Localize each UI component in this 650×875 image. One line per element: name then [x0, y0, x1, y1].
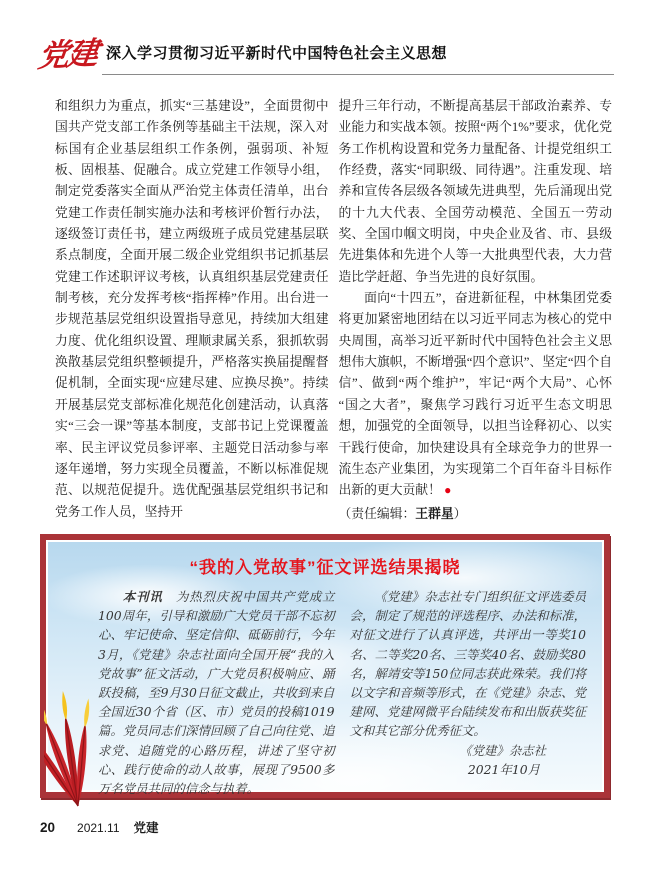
article-paragraph: 提升三年行动，不断提高基层干部政治素养、专业能力和实战本领。按照“两个1%”要求，优化党务工作机构设置和党务力量配备、计提党组织工作经费，落实“同职级、同待遇”。注重发现、培养和宣传各层级各领域先进典型，先后涌现出党的十九大代表、全国劳动模范、全国五一劳动奖、全国巾帼文明岗，中央企业及省、市、县级先进集体和先进个人等一大批典型代表，大力营造比学赶超、争当先进的良好氛围。: [338, 99, 612, 284]
announcement-title: “我的入党故事”征文评选结果揭晓: [189, 558, 461, 577]
announcement-paragraph: [98, 587, 335, 798]
magazine-name: 党建: [133, 821, 159, 835]
page-number: 20: [40, 820, 56, 835]
article-end-dot: ●: [444, 483, 452, 498]
announcement-paragraph: 《党建》杂志社专门组织征文评选委员会，制定了规范的评选程序、办法和标准，对征文进行了认真评选，共评出一等奖10名、二等奖20名、三等奖40名、鼓励奖80名，解靖安等150位同志获此殊荣。我们将以文字和音频等形式，在《党建》杂志、党建网、党建网微平台陆续发布和出版获奖征文和其它部分优秀征文。: [349, 589, 586, 739]
announcement-box: [40, 534, 610, 798]
dangjian-logo: 党建: [35, 35, 99, 75]
announcement-right-column: [350, 587, 587, 798]
issue-label: 2021.11: [77, 821, 120, 835]
article-left-column: [55, 96, 329, 525]
paragraph-text: 面向“十四五”，奋进新征程，中林集团党委将更加紧密地团结在以习近平同志为核心的党中央周围，高举习近平新时代中国特色社会主义思想伟大旗帜，不断增强“四个意识”、坚定“四个自信”、做到“两个维护”，牢记“两个大局”、心怀“国之大者”，聚焦学习践行习近平生态文明思想，加强党的全面领导，以担当诠释初心、以实干践行使命，加快建设具有全球竞争力的世界一流生态产业集团，为实现第二个百年奋斗目标作出新的更大贡献！: [338, 291, 612, 498]
page-footer: [40, 818, 159, 836]
header-slogan: 深入学习贯彻习近平新时代中国特色社会主义思想: [106, 45, 448, 62]
paragraph-text: 为热烈庆祝中国共产党成立100周年，引导和激励广大党员干部不忘初心、牢记使命、坚定信仰、砥砺前行，今年3月，《党建》杂志社面向全国开展“我的入党故事”征文活动，广大党员积极响应、踊跃投稿，至9月30日征文截止，共收到来自全国近30个省（区、市）党员的投稿1019篇。党员同志们深情回顾了自己向往党、追求党、追随党的心路历程，讲述了坚守初心、践行使命的动人故事，展现了9500多万名党员共同的信念与执着。: [98, 589, 335, 797]
signature-date: 2021年10月: [467, 761, 540, 777]
lead-label: 本刊讯: [122, 589, 163, 604]
editor-suffix: ）: [453, 506, 467, 521]
editor-name: 王群星: [415, 505, 454, 521]
page-header: [35, 35, 614, 75]
signature: 《党建》杂志社: [459, 742, 546, 758]
editor-note: [339, 503, 613, 525]
announcement-left-column: [98, 587, 335, 798]
editor-prefix: （责任编辑：: [338, 506, 416, 521]
article-right-column: [339, 96, 613, 525]
article-paragraph: [339, 288, 613, 501]
article-paragraph: 和组织力为重点，抓实“三基建设”，全面贯彻中国共产党支部工作条例等基础主干法规，深入对标国有企业基层组织工作条例，强弱项、补短板、固根基、促融合。成立党建工作领导小组，制定党委落实全面从严治党主体责任清单，出台党建工作责任制实施办法和考核评价暂行办法，逐级签订责任书，建立两级班子成员党建基层联系点制度，全面开展二级企业党组织书记抓基层党建工作述职评议考核，认真组织基层党建责任制考核，充分发挥考核“指挥棒”作用。出台进一步规范基层党组织设置指导意见，持续加大组建力度、优化组织设置、理顺隶属关系，狠抓软弱涣散基层党组织整顿提升，严格落实换届提醒督促机制，全面实现“应建尽建、应换尽换”。持续开展基层党支部标准化规范化创建活动，认真落实“三会一课”等基本制度，支部书记上党课覆盖率、民主评议党员参评率、主题党日活动参与率逐年递增，努力实现全员覆盖，不断以标准促规范、以规范促提升。选优配强基层党组织书记和党务工作人员，坚持开: [55, 99, 329, 519]
article-body: [55, 96, 612, 525]
header-rule: [102, 42, 614, 75]
announcement-body: [46, 578, 604, 798]
